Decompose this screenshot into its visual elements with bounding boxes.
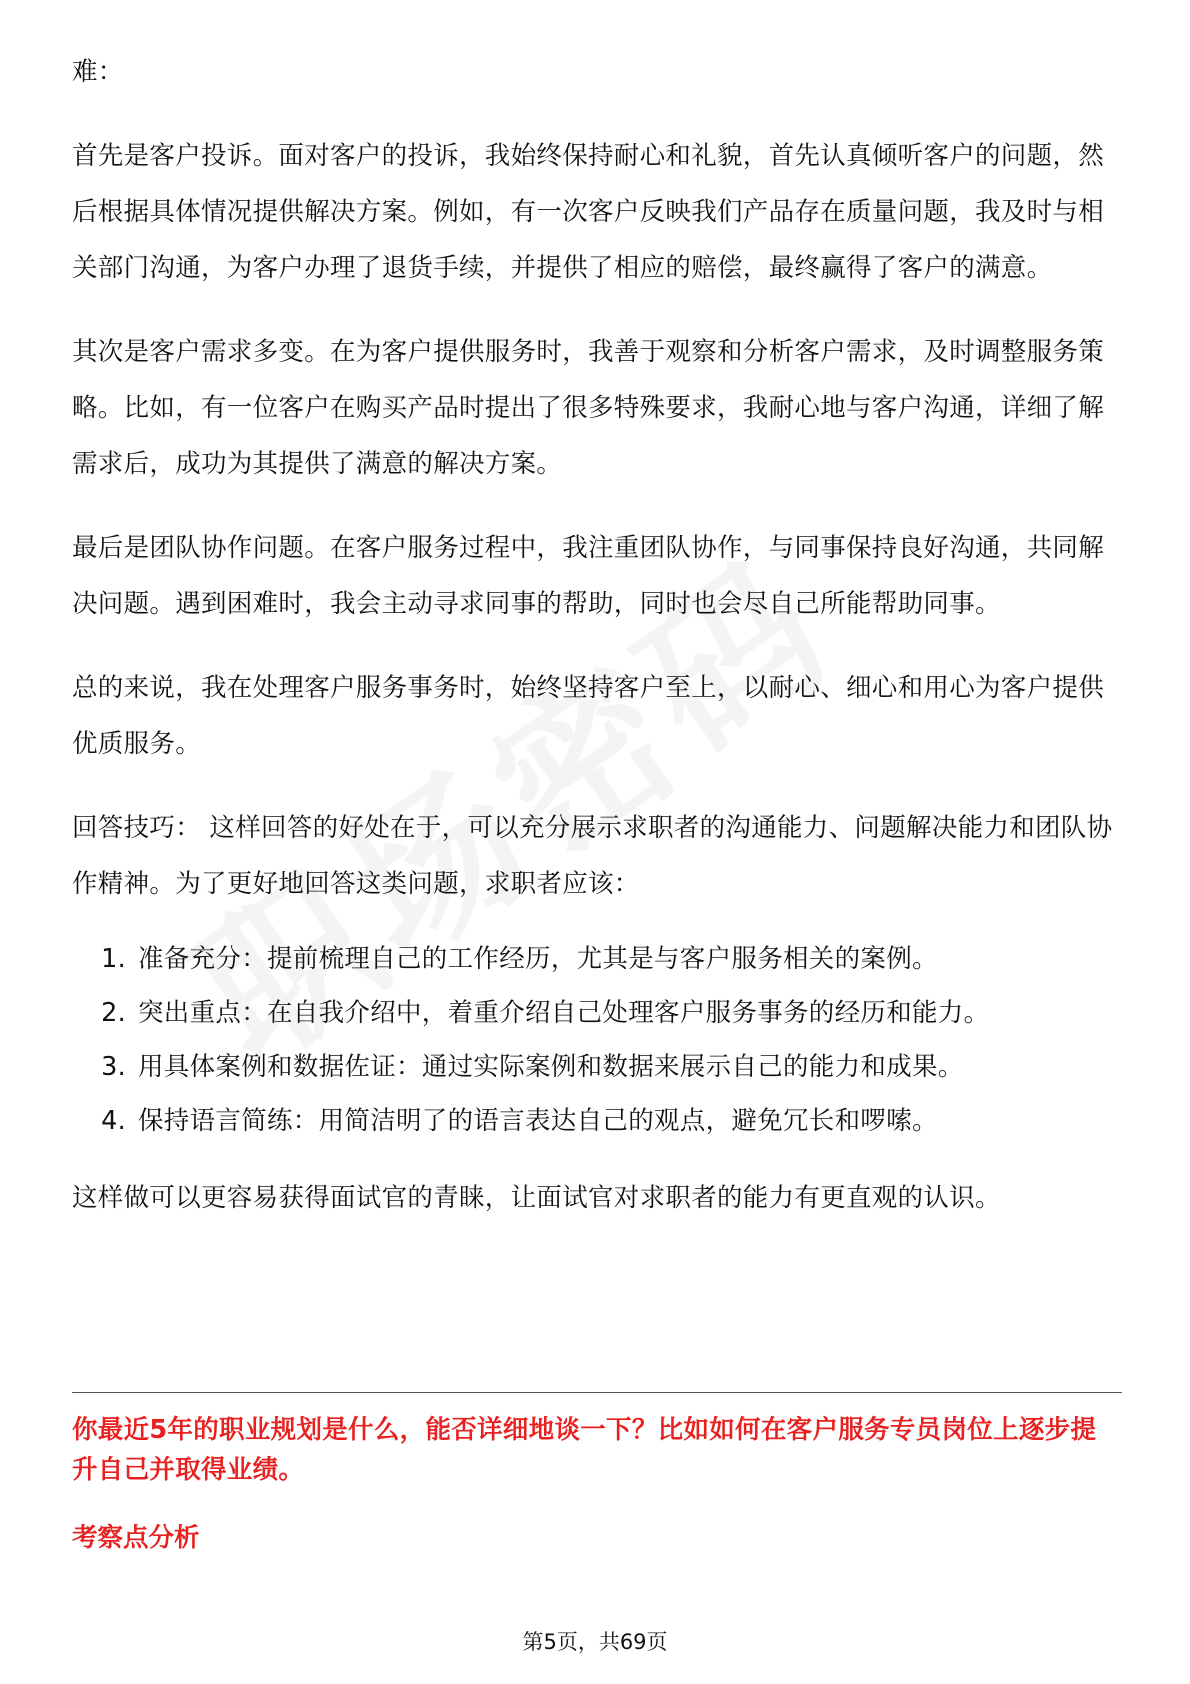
list-number: 1. xyxy=(101,944,126,974)
section-divider xyxy=(72,1392,1122,1393)
list-item xyxy=(72,932,1122,986)
section-subheading: 考察点分析 xyxy=(72,1523,200,1553)
page-number-footer: 第5页，共69页 xyxy=(522,1630,668,1654)
paragraph-teamwork: 最后是团队协作问题。在客户服务过程中，我注重团队协作，与同事保持良好沟通，共同解决问题。遇到困难时，我会主动寻求同事的帮助，同时也会尽自己所能帮助同事。 xyxy=(72,533,1105,619)
paragraph-complaints: 首先是客户投诉。面对客户的投诉，我始终保持耐心和礼貌，首先认真倾听客户的问题，然后根据具体情况提供解决方案。例如，有一次客户反映我们产品存在质量问题，我及时与相关部门沟通，为客户办理了退货手续，并提供了相应的赔偿，最终赢得了客户的满意。 xyxy=(72,141,1105,283)
list-text: 用具体案例和数据佐证：通过实际案例和数据来展示自己的能力和成果。 xyxy=(138,1052,964,1082)
answer-body xyxy=(72,44,1122,1254)
list-text: 准备充分：提前梳理自己的工作经历，尤其是与客户服务相关的案例。 xyxy=(138,944,938,974)
list-text: 突出重点：在自我介绍中，着重介绍自己处理客户服务事务的经历和能力。 xyxy=(138,998,990,1028)
list-number: 2. xyxy=(101,998,126,1028)
paragraph-summary: 总的来说，我在处理客户服务事务时，始终坚持客户至上，以耐心、细心和用心为客户提供优质服务。 xyxy=(72,673,1105,759)
list-item xyxy=(72,986,1122,1040)
paragraph-closing: 这样做可以更容易获得面试官的青睐，让面试官对求职者的能力有更直观的认识。 xyxy=(72,1183,1001,1213)
list-number: 3. xyxy=(101,1052,126,1082)
list-text: 保持语言简练：用简洁明了的语言表达自己的观点，避免冗长和啰嗦。 xyxy=(138,1106,938,1136)
list-number: 4. xyxy=(101,1106,126,1136)
list-item xyxy=(72,1040,1122,1094)
paragraph-changing-needs: 其次是客户需求多变。在为客户提供服务时，我善于观察和分析客户需求，及时调整服务策略。比如，有一位客户在购买产品时提出了很多特殊要求，我耐心地与客户沟通，详细了解需求后，成功为其提供了满意的解决方案。 xyxy=(72,337,1105,479)
tips-list xyxy=(72,932,1122,1148)
list-item xyxy=(72,1094,1122,1148)
paragraph-answer-tips: 回答技巧： 这样回答的好处在于，可以充分展示求职者的沟通能力、问题解决能力和团队协作精神。为了更好地回答这类问题，求职者应该： xyxy=(72,813,1113,899)
paragraph-lead: 难： xyxy=(72,57,124,87)
interview-question: 你最近5年的职业规划是什么，能否详细地谈一下？比如如何在客户服务专员岗位上逐步提升自己并取得业绩。 xyxy=(72,1415,1097,1485)
